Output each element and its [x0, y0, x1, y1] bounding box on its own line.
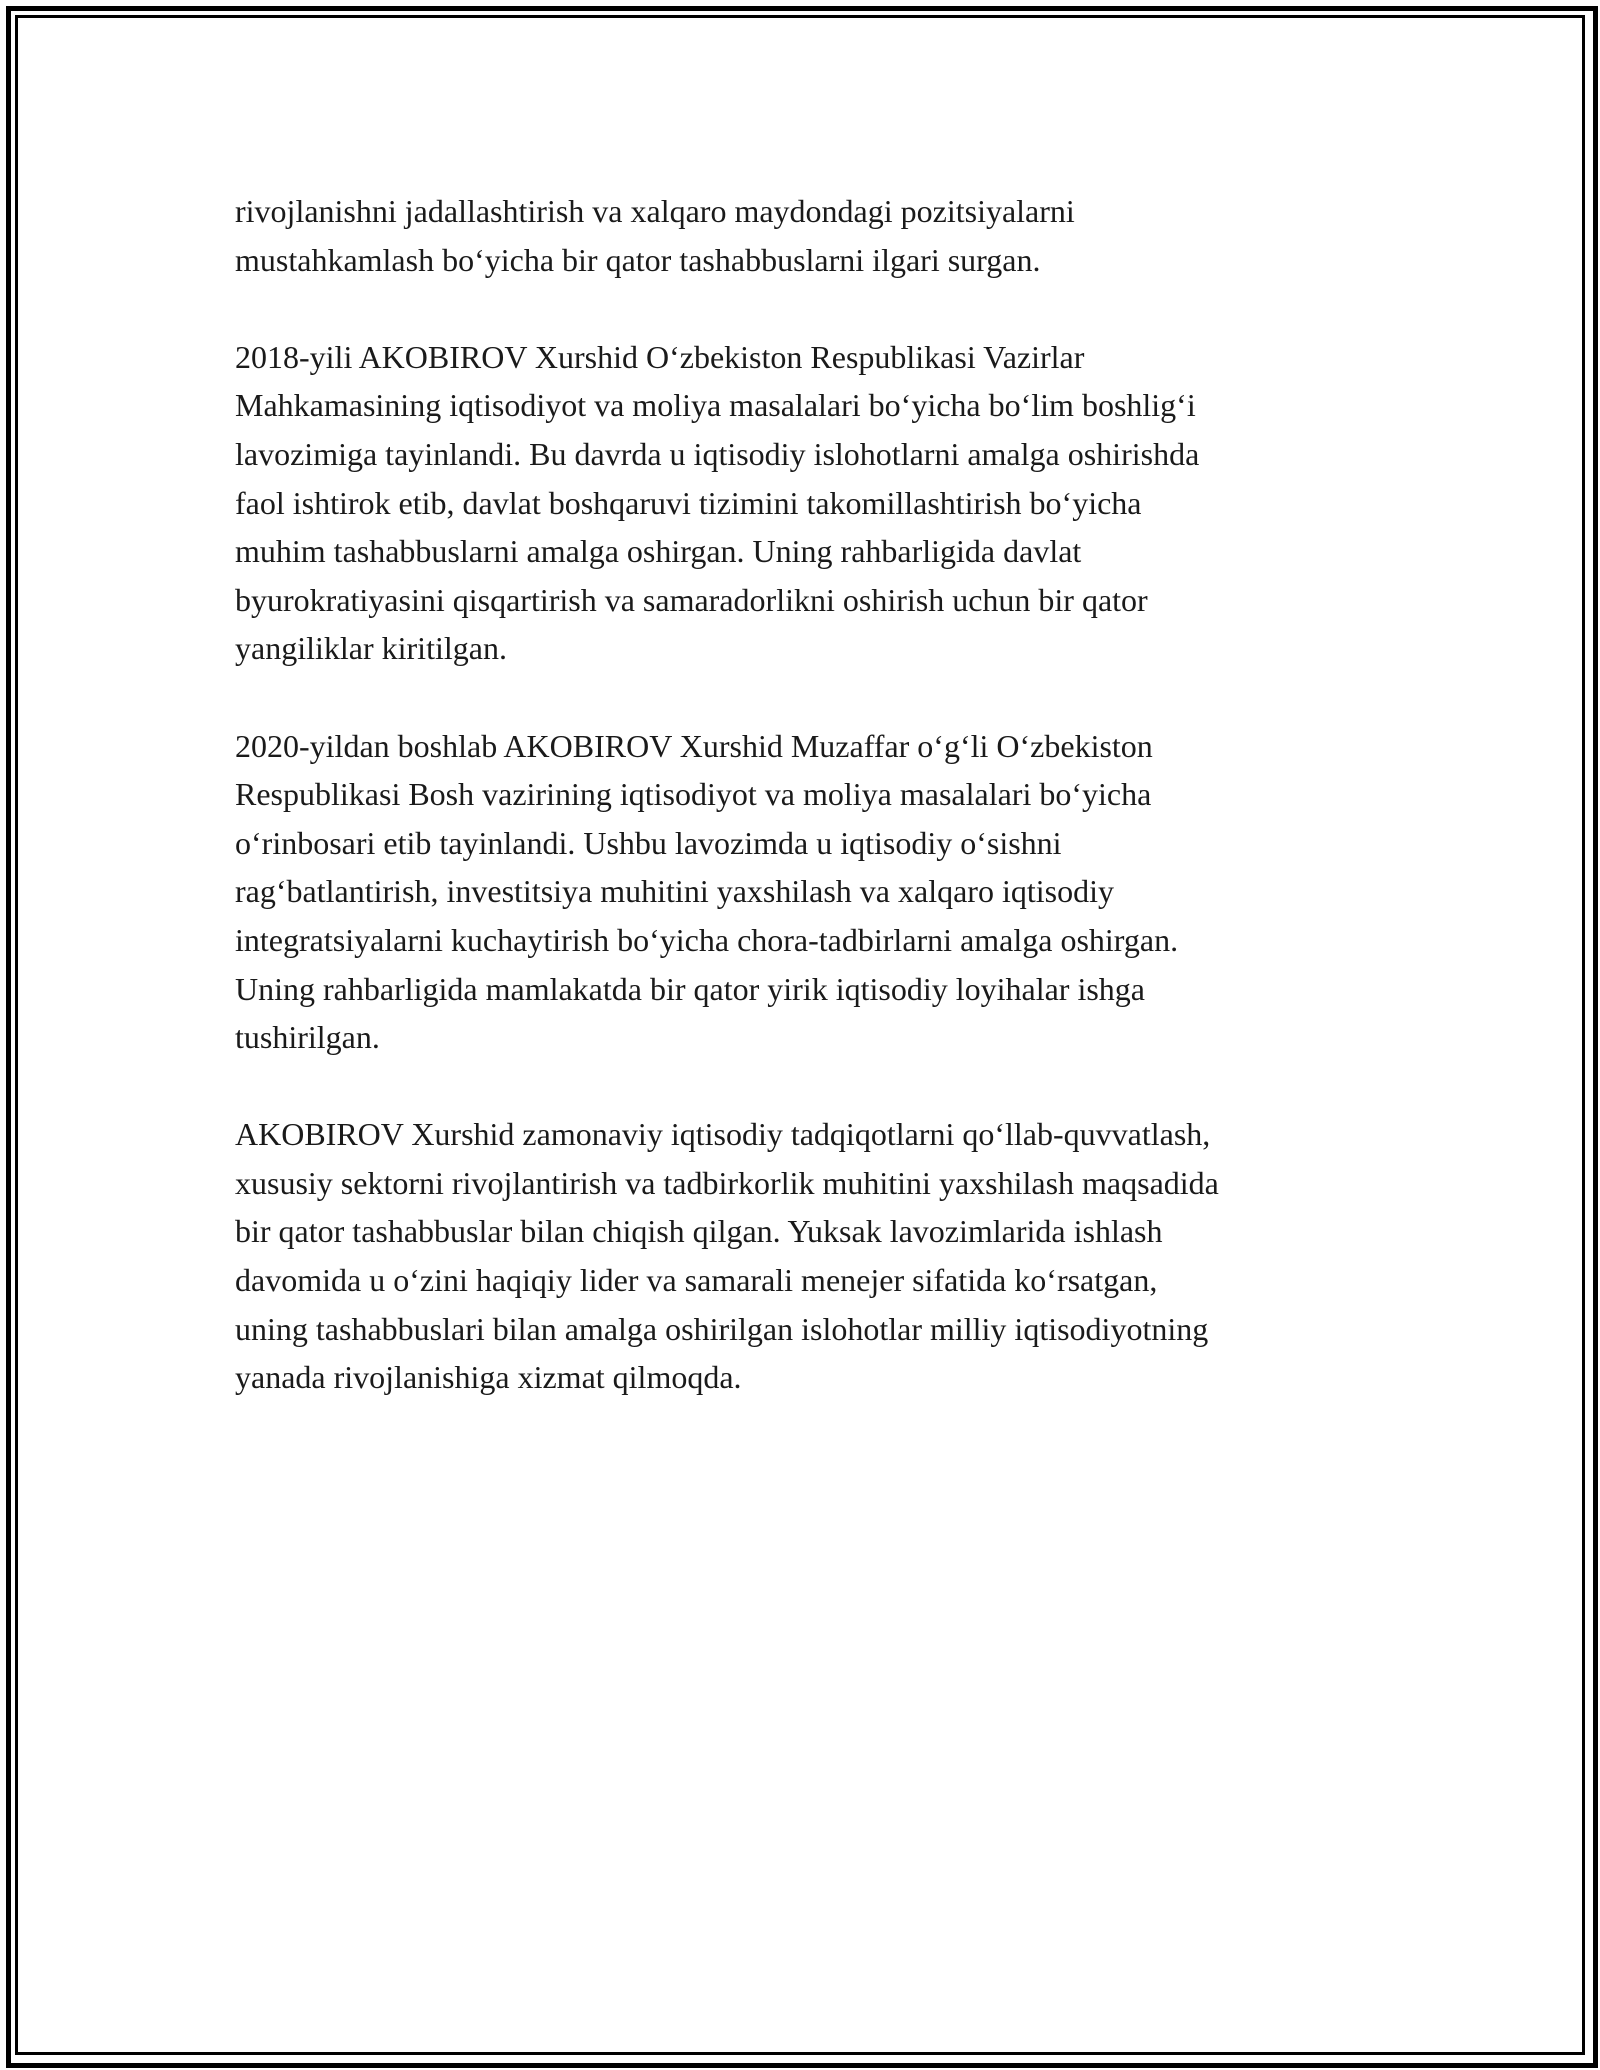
text-line: Mahkamasining iqtisodiyot va moliya masalalari bo‘yicha bo‘lim boshlig‘i: [235, 387, 1196, 424]
text-line: uning tashabbuslari bilan amalga oshirilgan islohotlar milliy iqtisodiyotning: [235, 1310, 1209, 1347]
text-line: faol ishtirok etib, davlat boshqaruvi tizimini takomillashtirish bo‘yicha: [235, 484, 1142, 521]
paragraph-1: [235, 187, 1395, 284]
text-line: mustahkamlash bo‘yicha bir qator tashabbuslarni ilgari surgan.: [235, 241, 1041, 278]
text-line: 2020-yildan boshlab AKOBIROV Xurshid Muzaffar o‘g‘li O‘zbekiston: [235, 727, 1153, 764]
text-line: lavozimiga tayinlandi. Bu davrda u iqtisodiy islohotlarni amalga oshirishda: [235, 435, 1200, 472]
text-line: muhim tashabbuslarni amalga oshirgan. Uning rahbarligida davlat: [235, 533, 1082, 570]
text-line: tushirilgan.: [235, 1019, 380, 1056]
paragraph-4: [235, 1110, 1395, 1402]
text-line: davomida u o‘zini haqiqiy lider va samarali menejer sifatida ko‘rsatgan,: [235, 1262, 1158, 1299]
text-line: o‘rinbosari etib tayinlandi. Ushbu lavozimda u iqtisodiy o‘sishni: [235, 824, 1062, 861]
text-line: yanada rivojlanishiga xizmat qilmoqda.: [235, 1359, 742, 1396]
text-line: yangiliklar kiritilgan.: [235, 630, 507, 667]
text-line: integratsiyalarni kuchaytirish bo‘yicha chora-tadbirlarni amalga oshirgan.: [235, 921, 1179, 958]
text-line: 2018-yili AKOBIROV Xurshid O‘zbekiston Respublikasi Vazirlar: [235, 338, 1085, 375]
paragraph-3: [235, 722, 1395, 1062]
text-line: xususiy sektorni rivojlantirish va tadbirkorlik muhitini yaxshilash maqsadida: [235, 1164, 1219, 1201]
text-line: AKOBIROV Xurshid zamonaviy iqtisodiy tadqiqotlarni qo‘llab-quvvatlash,: [235, 1116, 1211, 1153]
text-line: Uning rahbarligida mamlakatda bir qator yirik iqtisodiy loyihalar ishga: [235, 970, 1145, 1007]
text-line: bir qator tashabbuslar bilan chiqish qilgan. Yuksak lavozimlarida ishlash: [235, 1213, 1163, 1250]
document-body: [235, 187, 1395, 1450]
paragraph-2: [235, 333, 1395, 673]
text-line: rag‘batlantirish, investitsiya muhitini yaxshilash va xalqaro iqtisodiy: [235, 873, 1114, 910]
text-line: rivojlanishni jadallashtirish va xalqaro maydondagi pozitsiyalarni: [235, 193, 1075, 229]
text-line: byurokratiyasini qisqartirish va samaradorlikni oshirish uchun bir qator: [235, 581, 1148, 618]
text-line: Respublikasi Bosh vazirining iqtisodiyot va moliya masalalari bo‘yicha: [235, 776, 1152, 813]
